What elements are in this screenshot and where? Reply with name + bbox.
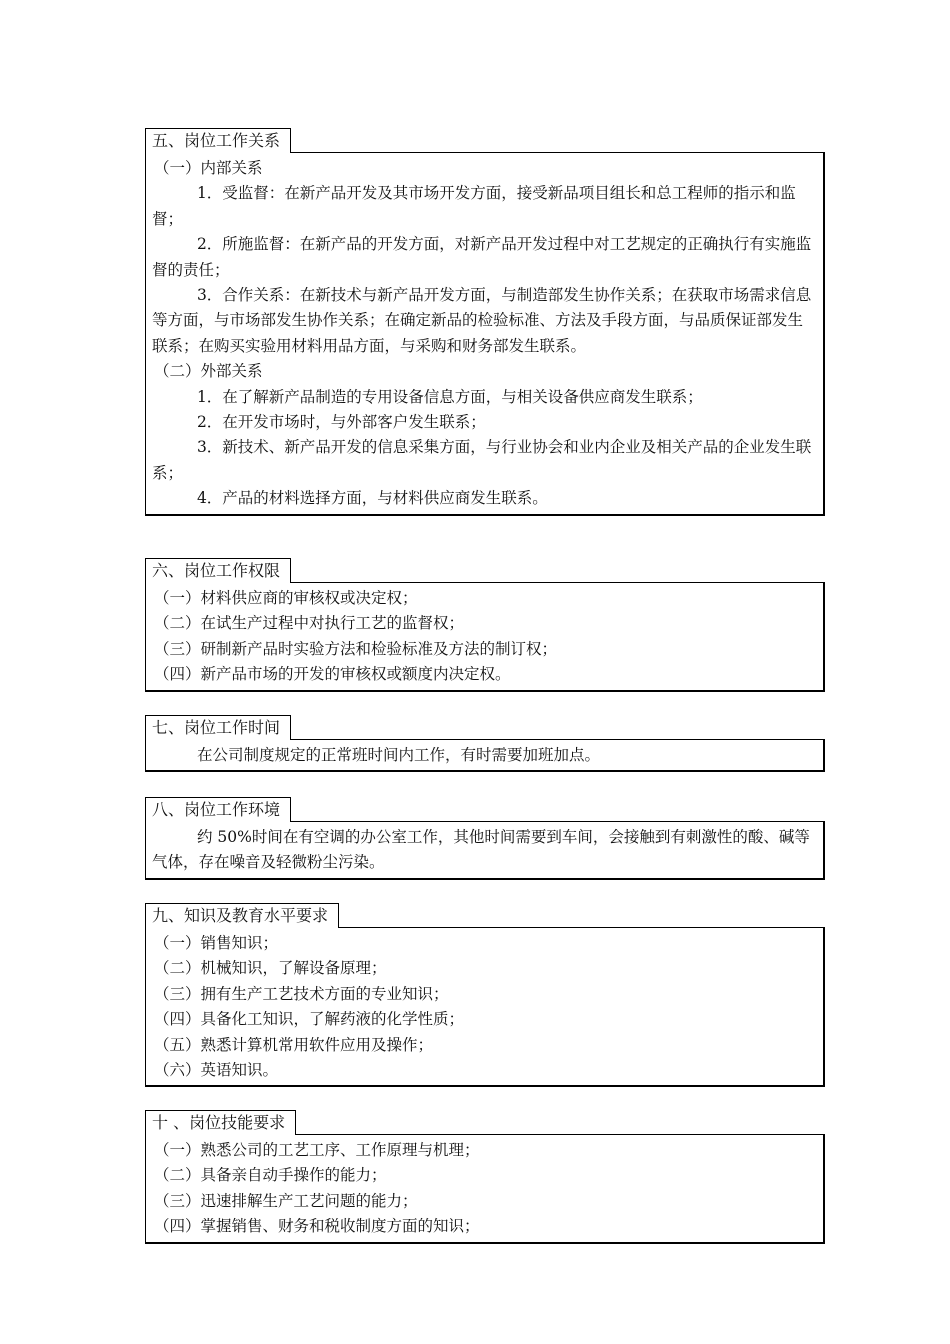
section-title: 六、岗位工作权限 (145, 558, 291, 583)
section-content (145, 582, 825, 692)
section-knowledge-requirements (145, 903, 825, 1087)
paragraph: 约 50%时间在有空调的办公室工作，其他时间需要到车间，会接触到有刺激性的酸、碱等气体，存在噪音及轻微粉尘污染。 (152, 828, 810, 872)
list-item: （二）在试生产过程中对执行工艺的监督权； (154, 614, 465, 633)
paragraph: 4．产品的材料选择方面，与材料供应商发生联系。 (196, 489, 548, 508)
list-item: （三）迅速排解生产工艺问题的能力； (154, 1191, 418, 1210)
section-title: 十 、岗位技能要求 (145, 1110, 296, 1135)
section-content (145, 927, 825, 1087)
section-content (145, 152, 825, 516)
subheading-external: （二）外部关系 (154, 362, 263, 381)
list-item: （四）新产品市场的开发的审核权或额度内决定权。 (154, 665, 511, 684)
list-item: （五）熟悉计算机常用软件应用及操作； (154, 1035, 434, 1054)
list-item: （三）研制新产品时实验方法和检验标准及方法的制订权； (154, 639, 558, 658)
section-work-authority (145, 558, 825, 692)
list-item: （四）掌握销售、财务和税收制度方面的知识； (154, 1217, 480, 1236)
paragraph: 1．在了解新产品制造的专用设备信息方面，与相关设备供应商发生联系； (196, 387, 703, 406)
paragraph: 3．合作关系：在新技术与新产品开发方面，与制造部发生协作关系；在获取市场需求信息等方面，与市场部发生协作关系；在确定新品的检验标准、方法及手段方面，与品质保证部发生联系；在购买实验用材料用品方面，与采购和财务部发生联系。 (152, 286, 812, 355)
section-title: 七、岗位工作时间 (145, 715, 291, 740)
list-item: （二）机械知识，了解设备原理； (154, 959, 387, 978)
section-work-time (145, 715, 825, 772)
list-item: （一）材料供应商的审核权或决定权； (154, 589, 418, 607)
paragraph: 1．受监督：在新产品开发及其市场开发方面，接受新品项目组长和总工程师的指示和监督； (152, 184, 796, 228)
section-content (145, 1134, 825, 1244)
section-skill-requirements (145, 1110, 825, 1244)
list-item: （四）具备化工知识，了解药液的化学性质； (154, 1010, 465, 1029)
section-title: 五、岗位工作关系 (145, 128, 291, 153)
list-item: （一）熟悉公司的工艺工序、工作原理与机理； (154, 1141, 480, 1159)
subheading-internal: （一）内部关系 (154, 159, 263, 177)
list-item: （三）拥有生产工艺技术方面的专业知识； (154, 984, 449, 1003)
section-content (145, 739, 825, 772)
section-title: 九、知识及教育水平要求 (145, 903, 339, 928)
list-item: （二）具备亲自动手操作的能力； (154, 1166, 387, 1185)
section-title: 八、岗位工作环境 (145, 797, 291, 822)
section-work-environment (145, 797, 825, 880)
paragraph: 2．所施监督：在新产品的开发方面，对新产品开发过程中对工艺规定的正确执行有实施监督的责任； (152, 235, 812, 279)
paragraph: 2．在开发市场时，与外部客户发生联系； (196, 413, 486, 432)
paragraph: 3．新技术、新产品开发的信息采集方面，与行业协会和业内企业及相关产品的企业发生联系； (152, 438, 812, 482)
section-work-relations (145, 128, 825, 516)
list-item: （一）销售知识； (154, 934, 279, 952)
paragraph: 在公司制度规定的正常班时间内工作，有时需要加班加点。 (196, 746, 600, 764)
section-content (145, 821, 825, 880)
list-item: （六）英语知识。 (154, 1061, 279, 1080)
